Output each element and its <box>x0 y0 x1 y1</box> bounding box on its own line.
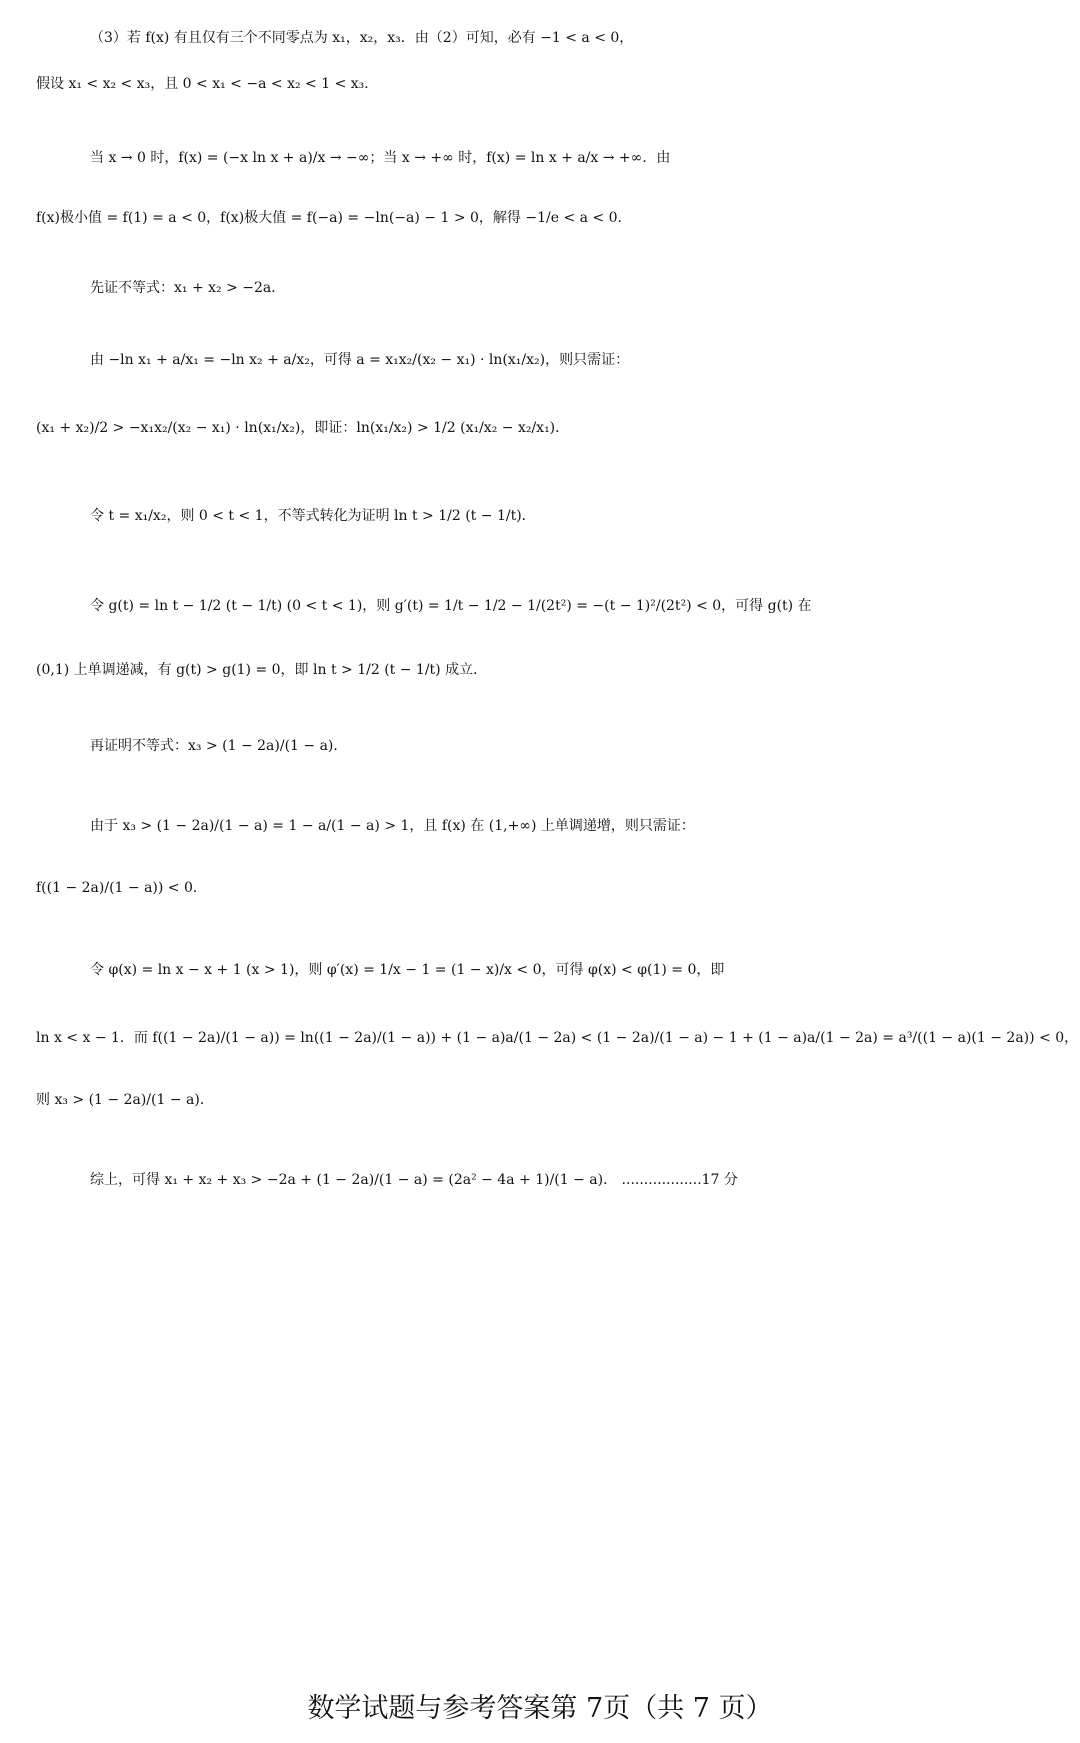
page-footer: 数学试题与参考答案第 7页（共 7 页） <box>307 1693 773 1724</box>
solution-line: 当 x → 0 时，f(x) = (−x ln x + a)/x → −∞；当 x → +∞ 时，f(x) = ln x + a/x → +∞．由 <box>90 150 671 166</box>
solution-line: 再证明不等式：x₃ > (1 − 2a)/(1 − a)． <box>90 738 348 754</box>
solution-line: ln x < x − 1．而 f((1 − 2a)/(1 − a)) = ln((1 − 2a)/(1 − a)) + (1 − a)a/(1 − 2a) < (1 − 2a)/(1 − a) − 1 + (1 − a)a/(1 − 2a) = a³/((1 − a)(1 − 2a)) < 0， <box>36 1030 1079 1046</box>
solution-line: 则 x₃ > (1 − 2a)/(1 − a)． <box>36 1092 214 1108</box>
solution-line: (0,1) 上单调递减，有 g(t) > g(1) = 0，即 ln t > 1/2 (t − 1/t) 成立． <box>36 662 488 678</box>
solution-line: (x₁ + x₂)/2 > −x₁x₂/(x₂ − x₁) · ln(x₁/x₂)，即证：ln(x₁/x₂) > 1/2 (x₁/x₂ − x₂/x₁)． <box>36 420 570 436</box>
solution-line: 令 t = x₁/x₂，则 0 < t < 1，不等式转化为证明 ln t > 1/2 (t − 1/t)． <box>90 508 536 524</box>
solution-line: 由于 x₃ > (1 − 2a)/(1 − a) = 1 − a/(1 − a) > 1，且 f(x) 在 (1,+∞) 上单调递增，则只需证： <box>90 818 695 834</box>
solution-line: 令 φ(x) = ln x − x + 1 (x > 1)，则 φ′(x) = 1/x − 1 = (1 − x)/x < 0，可得 φ(x) < φ(1) = 0，即 <box>90 962 725 978</box>
solution-line: 综上，可得 x₁ + x₂ + x₃ > −2a + (1 − 2a)/(1 − a) = (2a² − 4a + 1)/(1 − a)． ..................17 分 <box>90 1172 738 1188</box>
solution-line: 由 −ln x₁ + a/x₁ = −ln x₂ + a/x₂，可得 a = x₁x₂/(x₂ − x₁) · ln(x₁/x₂)，则只需证： <box>90 352 630 368</box>
solution-line: f((1 − 2a)/(1 − a)) < 0． <box>36 880 207 896</box>
solution-line: 令 g(t) = ln t − 1/2 (t − 1/t) (0 < t < 1)，则 g′(t) = 1/t − 1/2 − 1/(2t²) = −(t − 1)²/(2t²) < 0，可得 g(t) 在 <box>90 598 812 614</box>
solution-line: 假设 x₁ < x₂ < x₃，且 0 < x₁ < −a < x₂ < 1 < x₃． <box>36 76 379 92</box>
solution-line: （3）若 f(x) 有且仅有三个不同零点为 x₁，x₂，x₃．由（2）可知，必有 −1 < a < 0， <box>90 30 634 46</box>
solution-line: 先证不等式：x₁ + x₂ > −2a． <box>90 280 286 296</box>
solution-line: f(x)极小值 = f(1) = a < 0，f(x)极大值 = f(−a) = −ln(−a) − 1 > 0，解得 −1/e < a < 0． <box>36 210 632 226</box>
